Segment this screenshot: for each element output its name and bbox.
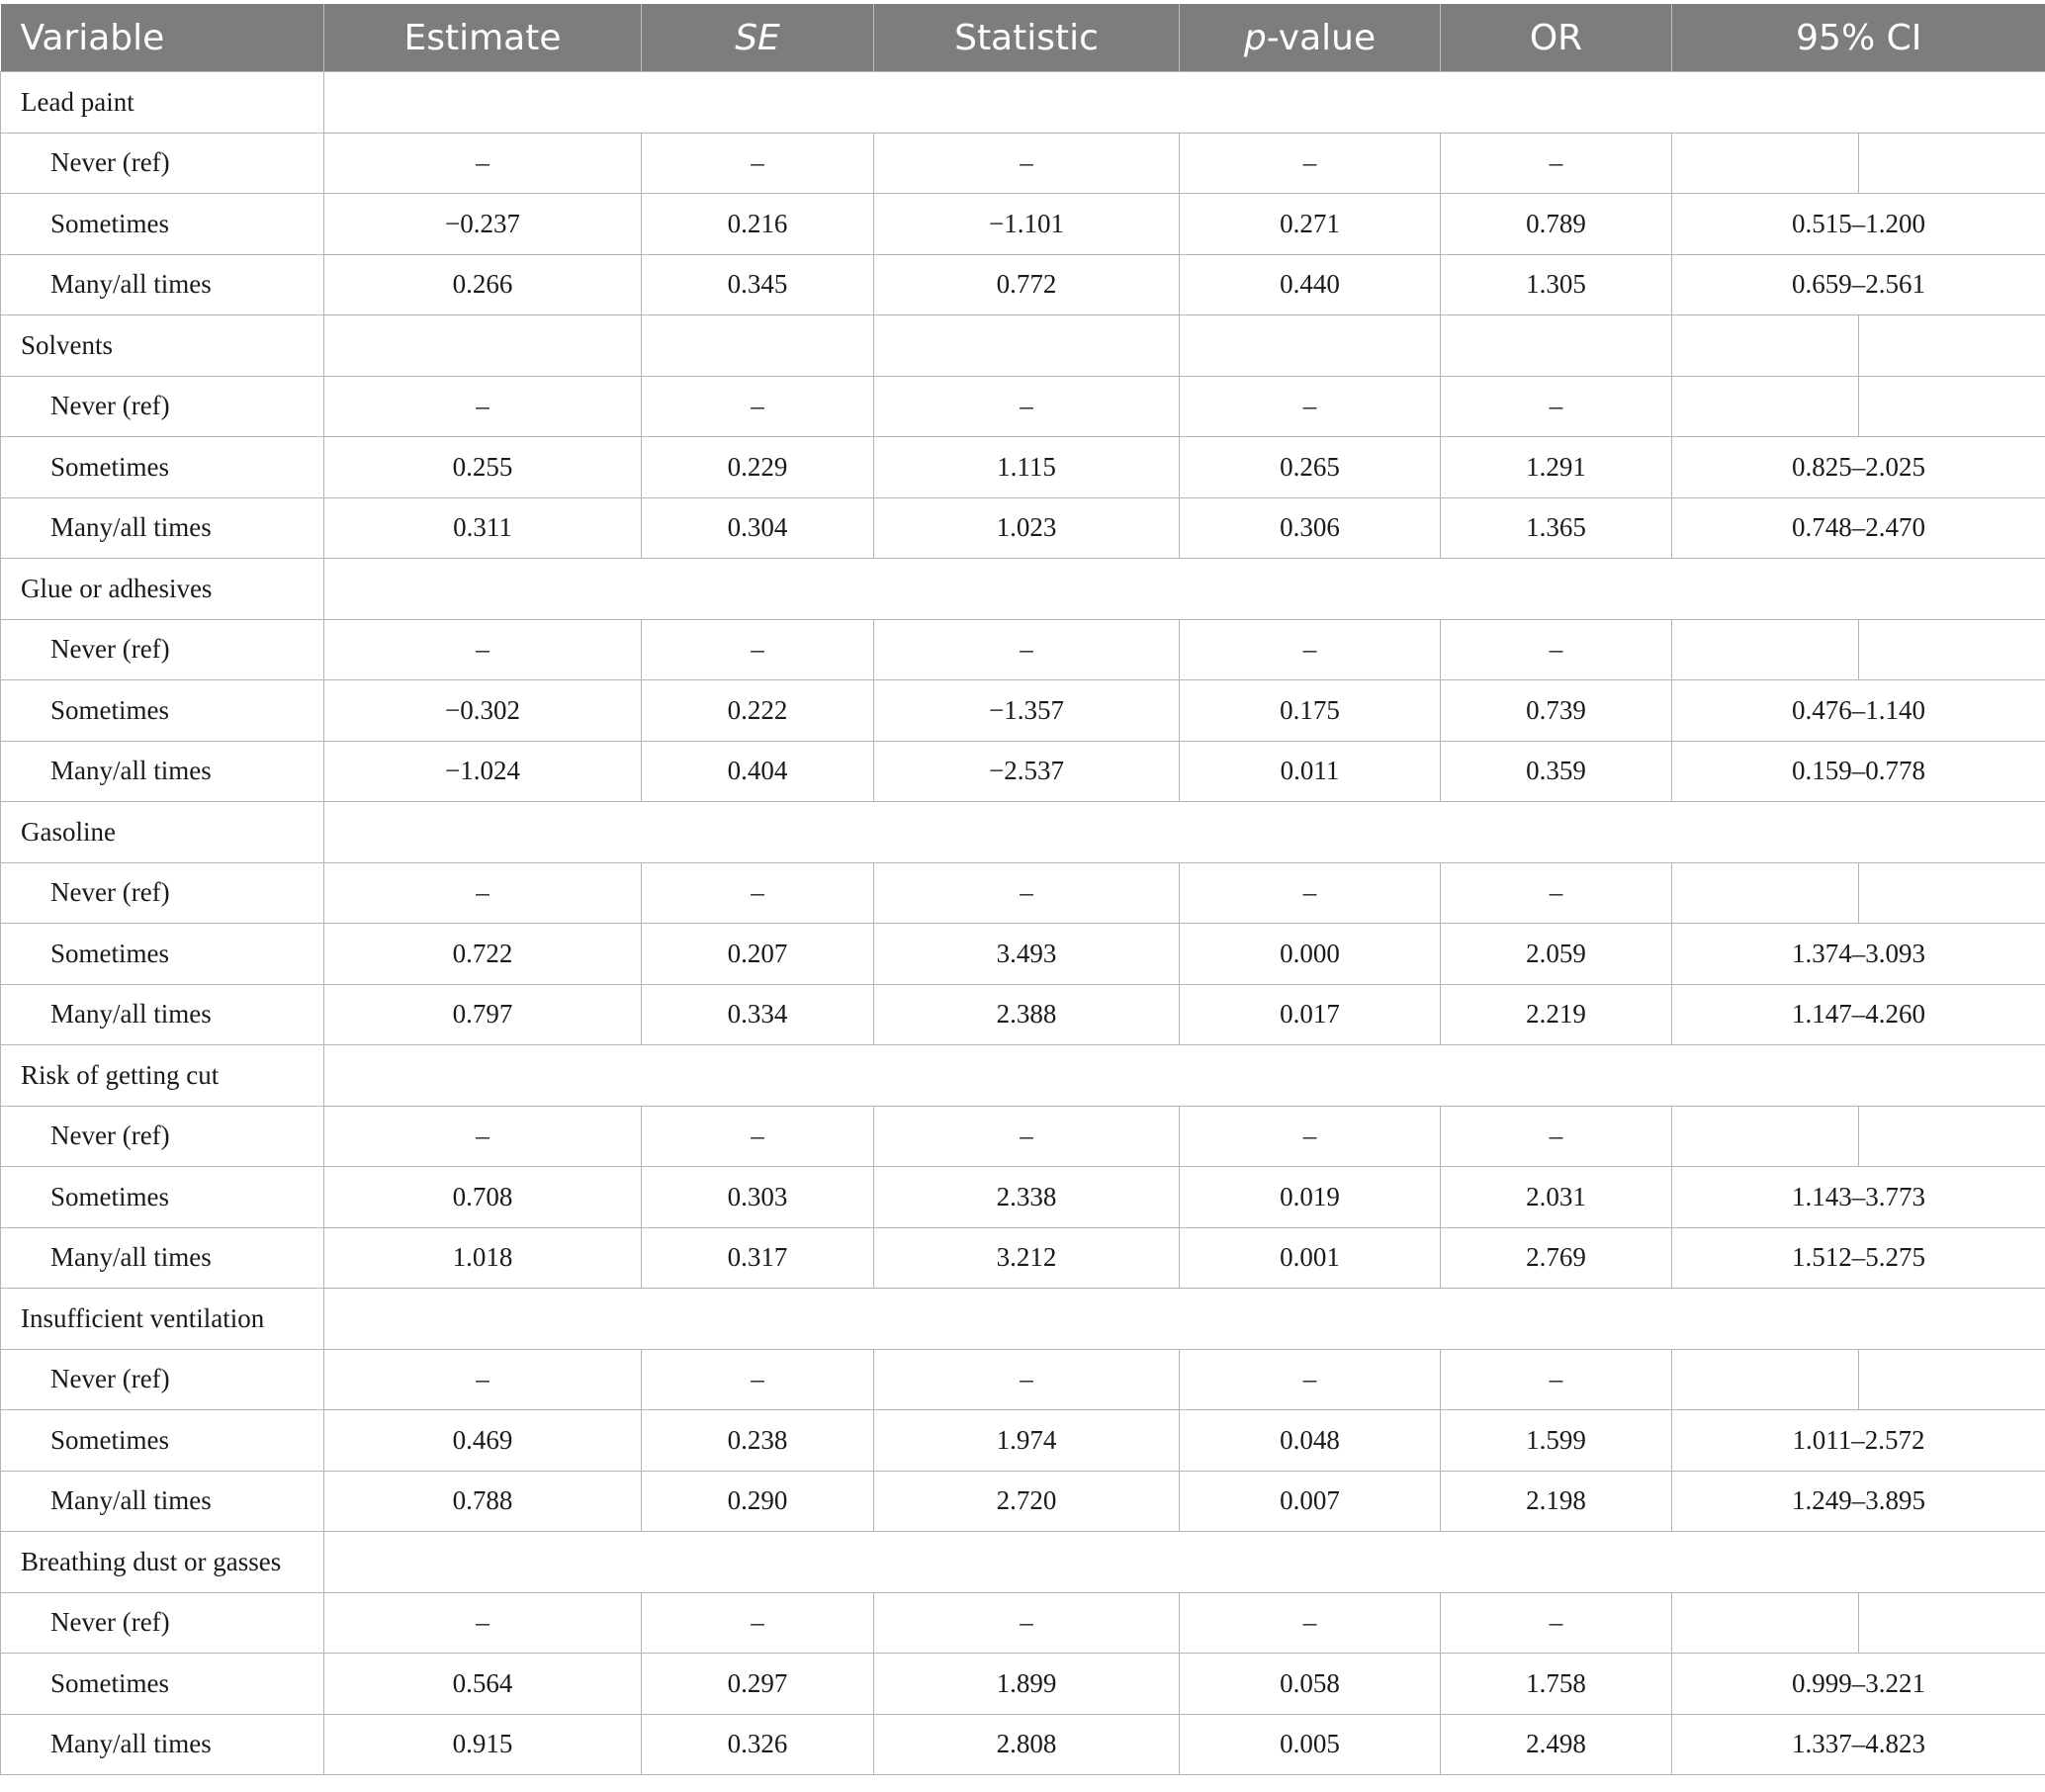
statistic-cell: – bbox=[874, 133, 1180, 194]
statistic-cell: 2.720 bbox=[874, 1471, 1180, 1532]
ci-cell: 1.147–4.260 bbox=[1672, 984, 2045, 1045]
estimate-cell: −0.237 bbox=[324, 194, 642, 255]
ci-cell: 1.143–3.773 bbox=[1672, 1167, 2045, 1228]
se-cell: 0.303 bbox=[642, 1167, 874, 1228]
or-cell: – bbox=[1441, 1349, 1672, 1410]
p-cell: 0.007 bbox=[1180, 1471, 1441, 1532]
or-cell: 1.291 bbox=[1441, 437, 1672, 498]
ci-cell bbox=[1672, 862, 2045, 924]
ci-cell: 0.476–1.140 bbox=[1672, 680, 2045, 742]
estimate-cell: 0.915 bbox=[324, 1714, 642, 1775]
header-or: OR bbox=[1441, 4, 1672, 72]
level-label: Sometimes bbox=[1, 194, 324, 255]
header-se: SE bbox=[642, 4, 874, 72]
ci-cell bbox=[1672, 619, 2045, 680]
ci-cell: 1.249–3.895 bbox=[1672, 1471, 2045, 1532]
group-row bbox=[1, 72, 2045, 134]
p-cell: – bbox=[1180, 133, 1441, 194]
level-label: Never (ref) bbox=[1, 133, 324, 194]
level-label: Sometimes bbox=[1, 1654, 324, 1715]
level-label: Never (ref) bbox=[1, 619, 324, 680]
estimate-cell: 1.018 bbox=[324, 1227, 642, 1289]
ci-cell: 0.999–3.221 bbox=[1672, 1654, 2045, 1715]
estimate-cell: 0.788 bbox=[324, 1471, 642, 1532]
or-cell: 2.031 bbox=[1441, 1167, 1672, 1228]
level-label: Never (ref) bbox=[1, 1349, 324, 1410]
group-row bbox=[1, 1045, 2045, 1107]
level-label: Sometimes bbox=[1, 437, 324, 498]
or-cell: – bbox=[1441, 376, 1672, 437]
table-row bbox=[1, 1471, 2045, 1532]
level-label: Many/all times bbox=[1, 1714, 324, 1775]
level-label: Never (ref) bbox=[1, 1106, 324, 1167]
p-cell: – bbox=[1180, 862, 1441, 924]
p-cell: 0.175 bbox=[1180, 680, 1441, 742]
p-cell: 0.265 bbox=[1180, 437, 1441, 498]
statistic-cell: 1.023 bbox=[874, 497, 1180, 559]
empty-cell bbox=[874, 315, 1180, 377]
regression-table bbox=[0, 4, 2045, 1775]
ci-cell: 1.337–4.823 bbox=[1672, 1714, 2045, 1775]
estimate-cell: – bbox=[324, 133, 642, 194]
table-row bbox=[1, 862, 2045, 924]
se-cell: – bbox=[642, 376, 874, 437]
estimate-cell: – bbox=[324, 619, 642, 680]
estimate-cell: 0.564 bbox=[324, 1654, 642, 1715]
table-row bbox=[1, 1167, 2045, 1228]
table-row bbox=[1, 984, 2045, 1045]
statistic-cell: 2.808 bbox=[874, 1714, 1180, 1775]
statistic-cell: – bbox=[874, 1106, 1180, 1167]
or-cell: 0.359 bbox=[1441, 741, 1672, 802]
group-label: Insufficient ventilation bbox=[1, 1289, 324, 1350]
ci-cell: 1.011–2.572 bbox=[1672, 1410, 2045, 1472]
ci-cell bbox=[1672, 1349, 2045, 1410]
or-cell: 2.769 bbox=[1441, 1227, 1672, 1289]
or-cell: 1.599 bbox=[1441, 1410, 1672, 1472]
p-cell: 0.001 bbox=[1180, 1227, 1441, 1289]
statistic-cell: 0.772 bbox=[874, 254, 1180, 315]
level-label: Sometimes bbox=[1, 1410, 324, 1472]
se-cell: 0.334 bbox=[642, 984, 874, 1045]
se-cell: – bbox=[642, 133, 874, 194]
ci-divider bbox=[1858, 620, 1859, 680]
table-row bbox=[1, 437, 2045, 498]
header-p-value bbox=[1180, 4, 1441, 72]
group-label: Solvents bbox=[1, 315, 324, 377]
header-estimate: Estimate bbox=[324, 4, 642, 72]
statistic-cell: 1.899 bbox=[874, 1654, 1180, 1715]
table-row bbox=[1, 1592, 2045, 1654]
header-statistic: Statistic bbox=[874, 4, 1180, 72]
se-cell: 0.317 bbox=[642, 1227, 874, 1289]
table-row bbox=[1, 194, 2045, 255]
level-label: Never (ref) bbox=[1, 376, 324, 437]
se-cell: 0.222 bbox=[642, 680, 874, 742]
ci-divider bbox=[1858, 315, 1859, 376]
se-cell: 0.290 bbox=[642, 1471, 874, 1532]
or-cell: – bbox=[1441, 1106, 1672, 1167]
p-cell: 0.019 bbox=[1180, 1167, 1441, 1228]
ci-cell: 0.659–2.561 bbox=[1672, 254, 2045, 315]
or-cell: 2.498 bbox=[1441, 1714, 1672, 1775]
empty-cell bbox=[324, 315, 642, 377]
group-spacer bbox=[324, 802, 2045, 863]
table-row bbox=[1, 376, 2045, 437]
statistic-cell: 2.338 bbox=[874, 1167, 1180, 1228]
se-cell: – bbox=[642, 619, 874, 680]
level-label: Sometimes bbox=[1, 1167, 324, 1228]
se-cell: – bbox=[642, 862, 874, 924]
estimate-cell: – bbox=[324, 862, 642, 924]
statistic-cell: −2.537 bbox=[874, 741, 1180, 802]
p-cell: 0.011 bbox=[1180, 741, 1441, 802]
or-cell: 2.219 bbox=[1441, 984, 1672, 1045]
se-cell: 0.404 bbox=[642, 741, 874, 802]
statistic-cell: 1.974 bbox=[874, 1410, 1180, 1472]
se-cell: – bbox=[642, 1349, 874, 1410]
p-cell: 0.048 bbox=[1180, 1410, 1441, 1472]
header-variable: Variable bbox=[1, 4, 324, 72]
p-cell: – bbox=[1180, 1592, 1441, 1654]
level-label: Sometimes bbox=[1, 680, 324, 742]
group-spacer bbox=[324, 1289, 2045, 1350]
ci-cell: 1.374–3.093 bbox=[1672, 924, 2045, 985]
or-cell: 1.758 bbox=[1441, 1654, 1672, 1715]
ci-cell: 0.825–2.025 bbox=[1672, 437, 2045, 498]
empty-cell bbox=[1180, 315, 1441, 377]
ci-cell: 0.159–0.778 bbox=[1672, 741, 2045, 802]
group-spacer bbox=[324, 72, 2045, 134]
group-label: Gasoline bbox=[1, 802, 324, 863]
statistic-cell: – bbox=[874, 1592, 1180, 1654]
se-cell: 0.238 bbox=[642, 1410, 874, 1472]
statistic-cell: 3.212 bbox=[874, 1227, 1180, 1289]
header-p-prefix: p bbox=[1243, 17, 1267, 58]
ci-divider bbox=[1858, 134, 1859, 194]
se-cell: 0.229 bbox=[642, 437, 874, 498]
p-cell: 0.271 bbox=[1180, 194, 1441, 255]
header-p-suffix: -value bbox=[1266, 17, 1377, 58]
ci-cell bbox=[1672, 1106, 2045, 1167]
estimate-cell: – bbox=[324, 1106, 642, 1167]
table-row bbox=[1, 1227, 2045, 1289]
or-cell: – bbox=[1441, 619, 1672, 680]
group-row bbox=[1, 1289, 2045, 1350]
ci-divider bbox=[1858, 377, 1859, 437]
se-cell: 0.304 bbox=[642, 497, 874, 559]
level-label: Many/all times bbox=[1, 984, 324, 1045]
table-row bbox=[1, 1410, 2045, 1472]
p-cell: – bbox=[1180, 619, 1441, 680]
group-label: Glue or adhesives bbox=[1, 559, 324, 620]
table-row bbox=[1, 1654, 2045, 1715]
estimate-cell: – bbox=[324, 1349, 642, 1410]
table-row bbox=[1, 254, 2045, 315]
se-cell: 0.207 bbox=[642, 924, 874, 985]
or-cell: 1.365 bbox=[1441, 497, 1672, 559]
estimate-cell: 0.311 bbox=[324, 497, 642, 559]
empty-ci-cell bbox=[1672, 315, 2045, 377]
p-cell: 0.440 bbox=[1180, 254, 1441, 315]
table-row bbox=[1, 133, 2045, 194]
table-row bbox=[1, 1349, 2045, 1410]
table-row bbox=[1, 1106, 2045, 1167]
header-row bbox=[1, 4, 2045, 72]
level-label: Many/all times bbox=[1, 741, 324, 802]
group-label: Breathing dust or gasses bbox=[1, 1532, 324, 1593]
p-cell: – bbox=[1180, 376, 1441, 437]
header-ci: 95% CI bbox=[1672, 4, 2045, 72]
table-row bbox=[1, 924, 2045, 985]
level-label: Many/all times bbox=[1, 1227, 324, 1289]
level-label: Sometimes bbox=[1, 924, 324, 985]
group-row bbox=[1, 1532, 2045, 1593]
level-label: Many/all times bbox=[1, 254, 324, 315]
ci-divider bbox=[1858, 863, 1859, 924]
table-row bbox=[1, 741, 2045, 802]
table-body bbox=[1, 72, 2045, 1775]
empty-cell bbox=[642, 315, 874, 377]
or-cell: – bbox=[1441, 133, 1672, 194]
empty-cell bbox=[1441, 315, 1672, 377]
estimate-cell: 0.266 bbox=[324, 254, 642, 315]
ci-cell: 0.515–1.200 bbox=[1672, 194, 2045, 255]
ci-divider bbox=[1858, 1593, 1859, 1654]
group-row bbox=[1, 559, 2045, 620]
or-cell: 1.305 bbox=[1441, 254, 1672, 315]
p-cell: 0.005 bbox=[1180, 1714, 1441, 1775]
p-cell: 0.306 bbox=[1180, 497, 1441, 559]
se-cell: – bbox=[642, 1592, 874, 1654]
statistic-cell: 3.493 bbox=[874, 924, 1180, 985]
estimate-cell: – bbox=[324, 1592, 642, 1654]
table-row bbox=[1, 1714, 2045, 1775]
or-cell: 2.198 bbox=[1441, 1471, 1672, 1532]
se-cell: – bbox=[642, 1106, 874, 1167]
statistic-cell: – bbox=[874, 376, 1180, 437]
estimate-cell: 0.797 bbox=[324, 984, 642, 1045]
estimate-cell: 0.469 bbox=[324, 1410, 642, 1472]
table-row bbox=[1, 619, 2045, 680]
estimate-cell: −1.024 bbox=[324, 741, 642, 802]
p-cell: 0.058 bbox=[1180, 1654, 1441, 1715]
p-cell: 0.000 bbox=[1180, 924, 1441, 985]
group-spacer bbox=[324, 1532, 2045, 1593]
statistic-cell: 2.388 bbox=[874, 984, 1180, 1045]
group-label: Lead paint bbox=[1, 72, 324, 134]
estimate-cell: −0.302 bbox=[324, 680, 642, 742]
or-cell: 0.789 bbox=[1441, 194, 1672, 255]
ci-divider bbox=[1858, 1350, 1859, 1410]
ci-cell bbox=[1672, 133, 2045, 194]
group-row bbox=[1, 802, 2045, 863]
table-row bbox=[1, 497, 2045, 559]
estimate-cell: 0.708 bbox=[324, 1167, 642, 1228]
p-cell: – bbox=[1180, 1349, 1441, 1410]
statistic-cell: −1.101 bbox=[874, 194, 1180, 255]
ci-divider bbox=[1858, 1107, 1859, 1167]
ci-cell: 0.748–2.470 bbox=[1672, 497, 2045, 559]
group-label: Risk of getting cut bbox=[1, 1045, 324, 1107]
level-label: Many/all times bbox=[1, 497, 324, 559]
p-cell: 0.017 bbox=[1180, 984, 1441, 1045]
ci-cell bbox=[1672, 1592, 2045, 1654]
or-cell: 2.059 bbox=[1441, 924, 1672, 985]
group-spacer bbox=[324, 1045, 2045, 1107]
statistic-cell: – bbox=[874, 862, 1180, 924]
ci-cell bbox=[1672, 376, 2045, 437]
estimate-cell: 0.722 bbox=[324, 924, 642, 985]
se-cell: 0.216 bbox=[642, 194, 874, 255]
or-cell: – bbox=[1441, 1592, 1672, 1654]
estimate-cell: 0.255 bbox=[324, 437, 642, 498]
statistic-cell: 1.115 bbox=[874, 437, 1180, 498]
level-label: Never (ref) bbox=[1, 862, 324, 924]
group-spacer bbox=[324, 559, 2045, 620]
level-label: Many/all times bbox=[1, 1471, 324, 1532]
ci-cell: 1.512–5.275 bbox=[1672, 1227, 2045, 1289]
or-cell: – bbox=[1441, 862, 1672, 924]
level-label: Never (ref) bbox=[1, 1592, 324, 1654]
se-cell: 0.297 bbox=[642, 1654, 874, 1715]
group-row bbox=[1, 315, 2045, 377]
statistic-cell: – bbox=[874, 619, 1180, 680]
p-cell: – bbox=[1180, 1106, 1441, 1167]
estimate-cell: – bbox=[324, 376, 642, 437]
se-cell: 0.326 bbox=[642, 1714, 874, 1775]
or-cell: 0.739 bbox=[1441, 680, 1672, 742]
table-row bbox=[1, 680, 2045, 742]
statistic-cell: – bbox=[874, 1349, 1180, 1410]
se-cell: 0.345 bbox=[642, 254, 874, 315]
statistic-cell: −1.357 bbox=[874, 680, 1180, 742]
